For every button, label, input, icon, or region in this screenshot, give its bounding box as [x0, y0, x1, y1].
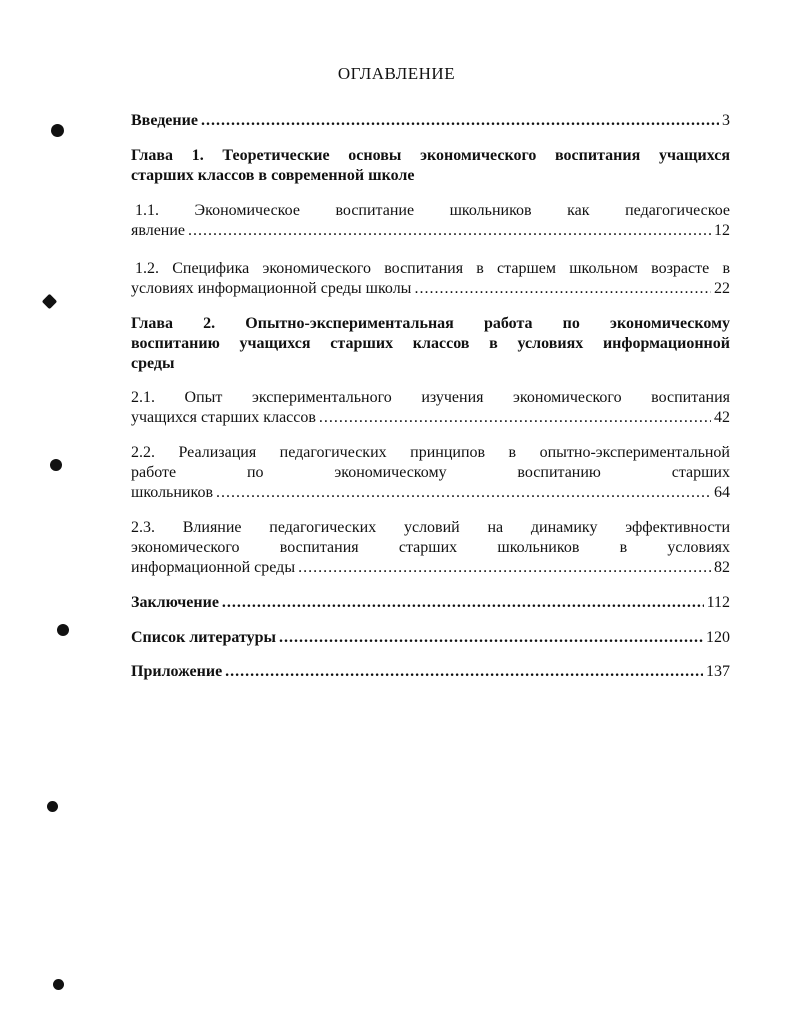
punch-hole-mark — [51, 124, 64, 137]
toc-entry-section-1-1[interactable] — [131, 201, 730, 241]
toc-entry-section-1-2[interactable] — [131, 259, 730, 299]
toc-label: Заключение — [131, 594, 219, 611]
toc-page-number: 12 — [714, 222, 730, 239]
dot-leader — [279, 628, 703, 648]
toc-entry-chapter-2[interactable] — [131, 314, 730, 374]
punch-hole-mark — [47, 801, 58, 812]
dot-leader — [298, 558, 711, 578]
dot-leader — [222, 593, 704, 613]
toc-page-number: 42 — [714, 409, 730, 426]
toc-page-number: 137 — [706, 663, 730, 680]
toc-entry-references[interactable] — [131, 628, 730, 648]
toc-label: Список литературы — [131, 629, 276, 646]
toc-label-line: старших классов в современной школе — [131, 167, 415, 184]
toc-label-line: 2.1. Опыт экспериментального изучения экономического воспитания — [131, 389, 730, 406]
toc-entry-section-2-2[interactable] — [131, 443, 730, 503]
toc-page-number: 112 — [706, 594, 730, 611]
toc-entry-section-2-3[interactable] — [131, 518, 730, 578]
toc-entry-conclusion[interactable] — [131, 593, 730, 613]
dot-leader — [201, 111, 719, 131]
toc-label-line: информационной среды — [131, 559, 296, 576]
punch-hole-mark — [50, 459, 62, 471]
toc-entry-intro[interactable] — [131, 111, 730, 131]
toc-label-line: 1.1. Экономическое воспитание школьников как педагогическое — [135, 202, 730, 219]
toc-label-line: явление — [131, 222, 186, 239]
dot-leader — [216, 483, 711, 503]
toc-label-line: среды — [131, 355, 175, 372]
toc-entry-chapter-1[interactable] — [131, 146, 730, 186]
punch-hole-mark — [57, 624, 69, 636]
toc-entry-section-2-1[interactable] — [131, 388, 730, 428]
toc-label-line: школьников — [131, 484, 213, 501]
toc-page-number: 22 — [714, 280, 730, 297]
punch-hole-mark — [42, 294, 58, 310]
toc-label-line: 1.2. Специфика экономического воспитания в старшем школьном возрасте в — [135, 260, 730, 277]
toc-label-line: 2.2. Реализация педагогических принципов в опытно-экспериментальной — [131, 444, 730, 461]
toc-page-number: 82 — [714, 559, 730, 576]
toc-label-line: воспитанию учащихся старших классов в условиях информационной — [131, 335, 730, 352]
toc-label: Приложение — [131, 663, 223, 680]
toc-label-line: учащихся старших классов — [131, 409, 316, 426]
dot-leader — [414, 279, 711, 299]
toc-page-number: 64 — [714, 484, 730, 501]
toc-label-line: Глава 2. Опытно-экспериментальная работа по экономическому — [131, 315, 730, 332]
toc-label-line: условиях информационной среды школы — [131, 280, 412, 297]
toc-label: Введение — [131, 112, 198, 129]
dot-leader — [319, 408, 711, 428]
page-title: ОГЛАВЛЕНИЕ — [337, 64, 456, 83]
toc-label-line: экономического воспитания старших школьников в условиях — [131, 539, 730, 556]
toc-label-line: работе по экономическому воспитанию старших — [131, 464, 730, 481]
dot-leader — [188, 221, 711, 241]
toc-page-number: 3 — [722, 112, 730, 129]
toc-label-line: 2.3. Влияние педагогических условий на динамику эффективности — [131, 519, 730, 536]
toc-entry-appendix[interactable] — [131, 662, 730, 682]
punch-hole-mark — [53, 979, 64, 990]
toc-page-number: 120 — [706, 629, 730, 646]
toc-label-line: Глава 1. Теоретические основы экономического воспитания учащихся — [131, 147, 730, 164]
dot-leader — [225, 662, 703, 682]
